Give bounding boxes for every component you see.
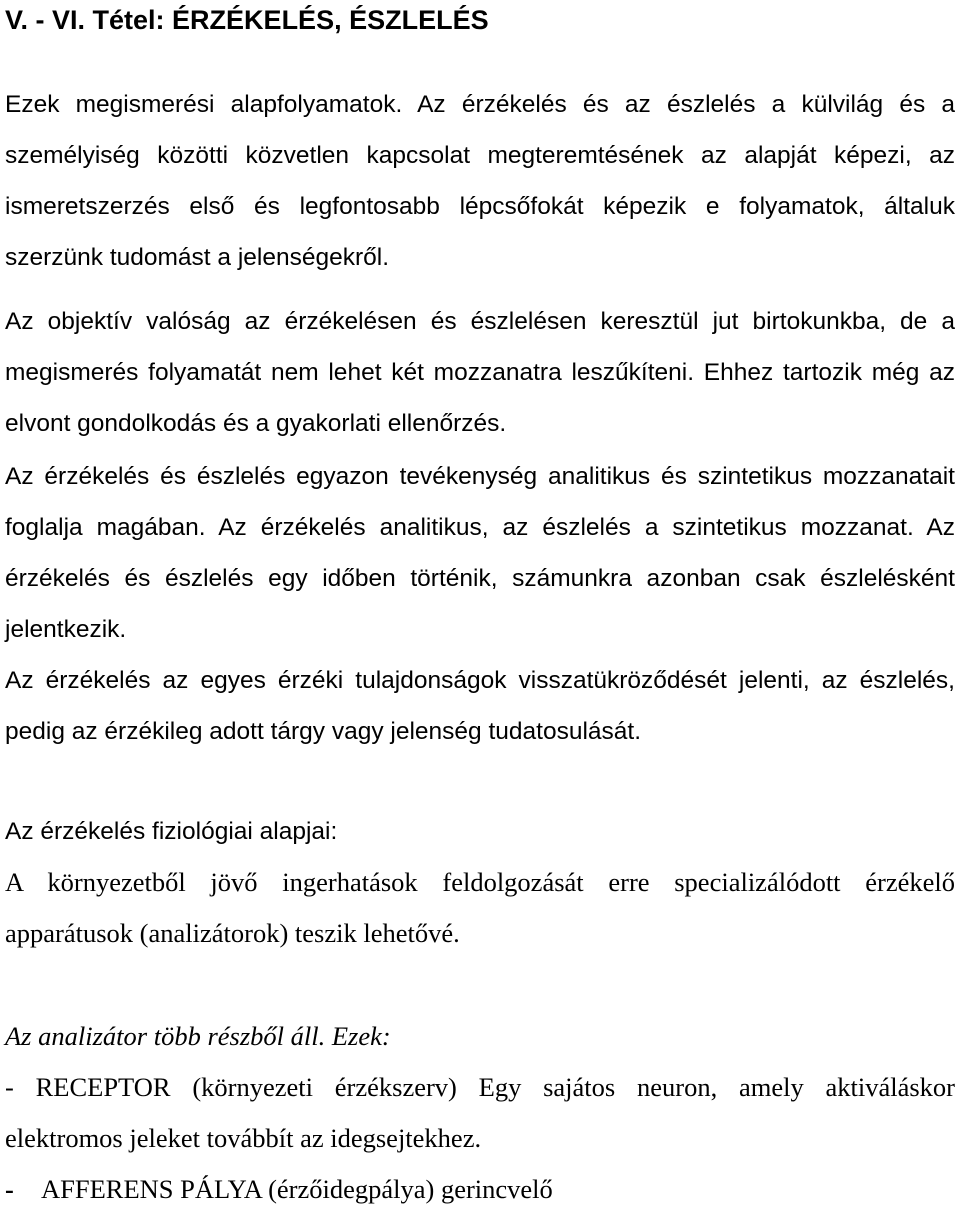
analytic-synthetic-paragraph: Az érzékelés és észlelés egyazon tevékenység analitikus és szintetikus mozzanatait foglalja magában. Az érzékelés analitikus, az észlelés a szintetikus mozzanat. Az érzékelés és észlelés egy időben történik, számunkra azonban csak észlelésként jelentkezik.	[5, 463, 955, 643]
receptor-item: - RECEPTOR (környezeti érzékszerv) Egy sajátos neuron, amely aktiváláskor elektromos jeleket továbbít az idegsejtekhez.	[5, 1072, 955, 1153]
list-dash: -	[5, 1174, 14, 1204]
analyzer-intro: Az analizátor több részből áll. Ezek:	[5, 1021, 391, 1051]
afferent-item	[5, 1164, 955, 1215]
physiology-body: A környezetből jövő ingerhatások feldolgozását erre specializálódott érzékelő apparátusok (analizátorok) teszik lehetővé.	[5, 867, 955, 948]
physiology-heading: Az érzékelés fiziológiai alapjai:	[5, 818, 338, 845]
afferent-item-text: AFFERENS PÁLYA (érzőidegpálya) gerincvelő	[41, 1174, 553, 1204]
objective-reality-paragraph: Az objektív valóság az érzékelésen és észlelésen keresztül jut birtokunkba, de a megismerés folyamatát nem lehet két mozzanatra leszűkíteni. Ehhez tartozik még az elvont gondolkodás és a gyakorlati ellenőrzés.	[5, 308, 955, 437]
definition-paragraph: Az érzékelés az egyes érzéki tulajdonságok visszatükröződését jelenti, az észlelés, pedig az érzékileg adott tárgy vagy jelenség tudatosulását.	[5, 667, 955, 745]
intro-paragraph: Ezek megismerési alapfolyamatok. Az érzékelés és az észlelés a külvilág és a személyiség közötti közvetlen kapcsolat megteremtésének az alapját képezi, az ismeretszerzés első és legfontosabb lépcsőfokát képezik e folyamatok, általuk szerzünk tudomást a jelenségekről.	[5, 91, 955, 271]
document-title: V. - VI. Tétel: ÉRZÉKELÉS, ÉSZLELÉS	[5, 5, 489, 35]
